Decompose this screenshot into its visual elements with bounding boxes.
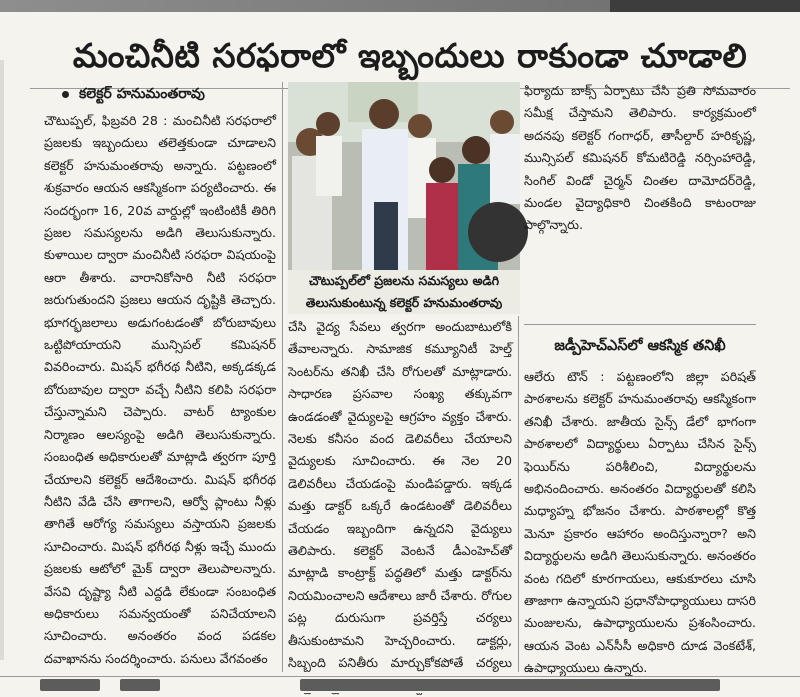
- top-banner-dark-block: [610, 0, 800, 12]
- article-right-column: ఫిర్యాదు బాక్స్ ఏర్పాటు చేసి ప్రతి సోమవారం సమీక్ష చేస్తామని తెలిపారు. కార్యక్రమంలో అదనపు కలెక్టర్ గంగాధర్, తాసీల్దార్ హరికృష్ణ, మున్సిపల్ కమిషనర్ కోమటిరెడ్డి నర్సింహారెడ్డి, సింగిల్ విండో చైర్మన్ చింతల దామోదర్‌రెడ్డి, మండల వైద్యాధికారి చింతకింది కాటంరాజు పాల్గొన్నారు.: [524, 83, 756, 233]
- bullet-icon: [62, 91, 69, 98]
- photo-caption: [288, 270, 520, 314]
- photo-caption-line-1: చౌటుప్పల్‌లో ప్రజలను సమస్యలు అడిగి: [309, 273, 499, 288]
- cropped-headline-fragment: [300, 679, 720, 691]
- byline-text: కలెక్టర్ హనుమంతరావు: [79, 86, 205, 102]
- photo-illustration: [288, 82, 520, 270]
- sidebar-subhead: జడ్పీహెచ్‌ఎస్‌లో ఆకస్మిక తనిఖీ: [554, 338, 726, 354]
- column-divider-right: [518, 316, 519, 672]
- cropped-text-fragment: [120, 679, 160, 691]
- page-edge: [0, 60, 4, 660]
- byline: [62, 82, 282, 106]
- article-middle-column: చేసి వైద్య సేవలు త్వరగా అందుబాటులోకి తేవాలన్నారు. సామాజిక కమ్యూనిటీ హెల్త్ సెంటర్‌ను తనిఖీ చేసి రోగులతో మాట్లాడారు. సాధారణ ప్రసవాల సంఖ్య తక్కువగా ఉండడంతో వైద్యులపై ఆగ్రహం వ్యక్తం చేశారు. నెలకు కనీసం వంద డెలివరీలు చేయాలని వైద్యులకు సూచించారు. ఈ నెల 20 డెలివరీలు చేయడంపై మండిపడ్డారు. ఇక్కడ మత్తు డాక్టర్ ఒక్కరే ఉండటంతో డెలివరీలు చేయడం ఇబ్బందిగా ఉన్నదని వైద్యులు తెలిపారు. కలెక్టర్ వెంటనే డీఎంహెచ్‌తో మాట్లాడి కాంట్రాక్ట్ పద్ధతిలో మత్తు డాక్టర్‌ను నియమించాలని ఆదేశాలు జారీ చేశారు. రోగుల పట్ల దురుసుగా ప్రవర్తిస్తే చర్యలు తీసుకుంటామని హెచ్చరించారు. డాక్టర్లు, సిబ్బంది పనితీరు మార్చుకోకపోతే చర్యలు: [288, 319, 512, 671]
- sidebar-story-body: ఆలేరు టౌన్ : పట్టణంలోని జిల్లా పరిషత్ పాఠశాలను కలెక్టర్ హనుమంతరావు ఆకస్మికంగా తనిఖీ చేశారు. జాతీయ సైన్స్ డేలో భాగంగా పాఠశాలలో విద్యార్థులు ఏర్పాటు చేసిన సైన్స్ ఫెయిర్‌ను పరిశీలించి, విద్యార్థులను అభినందించారు. అనంతరం విద్యార్థులతో కలిసి మధ్యాహ్న భోజనం చేశారు. పాఠశాలల్లో కొత్త మెనూ ప్రకారం ఆహారం అందిస్తున్నారా? అని విద్యార్థులను అడిగి తెలుసుకున్నారు. అనంతరం వంట గదిలో కూరగాయలు, ఆకుకూరలు చూసి తాజాగా ఉన్నాయని ప్రధానోపాధ్యాయులు దాసరి మంజులను, ఉపాధ్యాయులను ప్రశంసించారు. ఆయన వెంట ఎన్‌సీసీ అధికారి దూడ వెంకటేశ్, ఉపాధ్యాయులు ఉన్నారు.: [524, 369, 756, 676]
- photo-caption-line-2: తెలుసుకుంటున్న కలెక్టర్ హనుమంతరావు: [305, 295, 503, 310]
- article-left-column: చౌటుప్పల్, ఫిబ్రవరి 28 : మంచినీటి సరఫరాలో ప్రజలకు ఇబ్బందులు తలెత్తకుండా చూడాలని కలెక్టర్ హనుమంతరావు అన్నారు. పట్టణంలో శుక్రవారం ఆయన ఆకస్మికంగా పర్యటించారు. ఈ సందర్భంగా 16, 20వ వార్డుల్లో ఇంటింటికీ తిరిగి ప్రజల సమస్యలను అడిగి తెలుసుకున్నారు. కుళాయిల ద్వారా మంచినీటి సరఫరా విషయంపై ఆరా తీశారు. వారానికోసారి నీటి సరఫరా జరుగుతుందని ప్రజలు ఆయన దృష్టికి తెచ్చారు. భూగర్భజలాలు అడుగంటడంతో బోరుబావులు ఒట్టిపోయాయని మున్సిపల్ కమిషనర్ వివరించారు. మిషన్ భగీరథ నీటిని, అక్కడక్కడ బోరుబావుల ద్వారా వచ్చే నీటిని కలిపి సరఫరా చేస్తున్నామని చెప్పారు. వాటర్ ట్యాంకుల నిర్మాణం ఆలస్యంపై అడిగి తెలుసుకున్నారు. సంబంధిత అధికారులతో మాట్లాడి త్వరగా పూర్తి చేయాలని కలెక్టర్ ఆదేశించారు. మిషన్ భగీరథ నీటిని వేడి చేసి తాగాలని, ఆర్వో ప్లాంటు నీళ్లు తాగితే ఆరోగ్య సమస్యలు వస్తాయని ప్రజలకు సూచించారు. మిషన్ భగీరథ నీళ్లు ఇచ్చే ముందు ప్రజలకు ఆటోలో మైక్ ద్వారా తెలుపాలన్నారు. వేసవి దృష్ట్యా నీటి ఎద్దడి లేకుండా సంబంధిత అధికారులు సమన్వయంతో పనిచేయాలని సూచించారు. అనంతరం వంద పడకల దవాఖానను సందర్శించారు. పనులు వేగవంతం: [44, 113, 276, 666]
- cropped-text-fragment: [40, 679, 100, 691]
- sidebar-rule: [524, 324, 756, 325]
- top-banner-strip: [0, 0, 800, 12]
- next-article-strip: [0, 676, 800, 693]
- column-divider-left: [282, 82, 283, 672]
- news-photo: [288, 82, 520, 270]
- headline: మంచినీటి సరఫరాలో ఇబ్బందులు రాకుండా చూడాలి: [72, 36, 748, 75]
